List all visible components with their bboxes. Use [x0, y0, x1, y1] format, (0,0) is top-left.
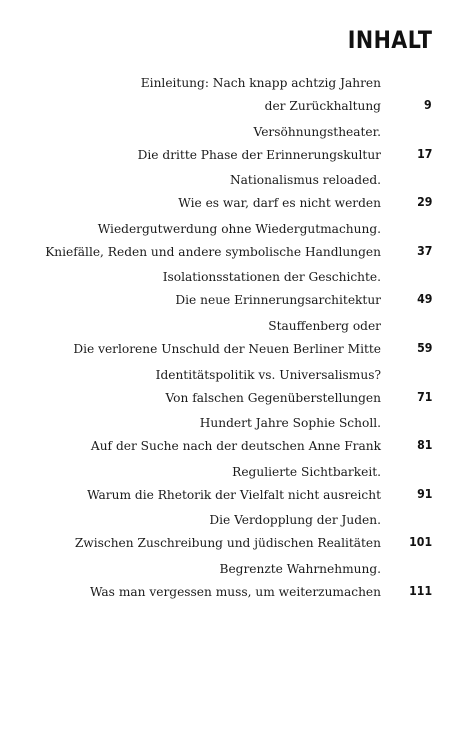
toc-entry-subtitle: Warum die Rhetorik der Vielfalt nicht ausreicht	[87, 487, 381, 502]
toc-page-number: 81	[416, 437, 432, 453]
toc-page-number: 71	[416, 388, 432, 404]
toc-entry-title: Hundert Jahre Sophie Scholl.	[199, 416, 381, 431]
page-title: INHALT	[347, 26, 432, 54]
toc-page-number: 59	[416, 339, 432, 355]
toc-entry-title: Die Verdopplung der Juden.	[209, 513, 381, 528]
toc-entry[interactable]	[0, 415, 457, 464]
toc-page-number: 9	[424, 97, 432, 112]
toc-entry[interactable]	[0, 561, 457, 610]
toc-page-number: 37	[416, 242, 432, 258]
toc-entry[interactable]	[0, 464, 457, 513]
toc-entry-subtitle: Die verlorene Unschuld der Neuen Berliner Mitte	[73, 341, 381, 356]
toc-entry-subtitle: Die neue Erinnerungsarchitektur	[175, 293, 381, 308]
toc-list	[0, 75, 457, 610]
toc-entry-title: Stauffenberg oder	[268, 318, 381, 333]
toc-entry-subtitle: Kniefälle, Reden und andere symbolische Handlungen	[45, 244, 381, 259]
toc-entry-title: Versöhnungstheater.	[253, 124, 381, 139]
toc-entry-subtitle: Was man vergessen muss, um weiterzumachen	[89, 584, 381, 599]
toc-entry-title: Begrenzte Wahrnehmung.	[219, 561, 381, 576]
toc-entry[interactable]	[0, 124, 457, 173]
toc-entry[interactable]	[0, 512, 457, 561]
toc-entry-title: Isolationsstationen der Geschichte.	[162, 270, 381, 285]
toc-entry-title: Identitätspolitik vs. Universalismus?	[155, 367, 381, 382]
toc-page-number: 29	[416, 194, 432, 210]
toc-entry-subtitle: Von falschen Gegenüberstellungen	[165, 390, 381, 405]
toc-entry-title: Nationalismus reloaded.	[230, 173, 381, 188]
toc-entry-subtitle: Wie es war, darf es nicht werden	[178, 196, 381, 211]
toc-page-number: 91	[416, 485, 432, 501]
toc-page-number: 49	[416, 291, 432, 307]
toc-entry[interactable]	[0, 221, 457, 270]
toc-page-number: 101	[409, 534, 432, 550]
toc-entry[interactable]	[0, 318, 457, 367]
toc-entry-subtitle: der Zurückhaltung	[264, 99, 381, 113]
toc-entry-subtitle: Die dritte Phase der Erinnerungskultur	[137, 147, 381, 162]
toc-entry-subtitle: Zwischen Zuschreibung und jüdischen Realitäten	[74, 536, 381, 551]
toc-entry[interactable]	[0, 172, 457, 221]
toc-entry-title: Einleitung: Nach knapp achtzig Jahren	[140, 76, 381, 90]
toc-entry-title: Regulierte Sichtbarkeit.	[232, 464, 381, 479]
toc-entry[interactable]	[0, 367, 457, 416]
toc-entry-title: Wiedergutwerdung ohne Wiedergutmachung.	[97, 221, 381, 236]
toc-entry[interactable]	[0, 269, 457, 318]
toc-page-number: 111	[409, 582, 432, 598]
toc-entry[interactable]	[0, 75, 457, 124]
toc-entry-subtitle: Auf der Suche nach der deutschen Anne Frank	[90, 439, 381, 454]
toc-page-number: 17	[416, 145, 432, 161]
